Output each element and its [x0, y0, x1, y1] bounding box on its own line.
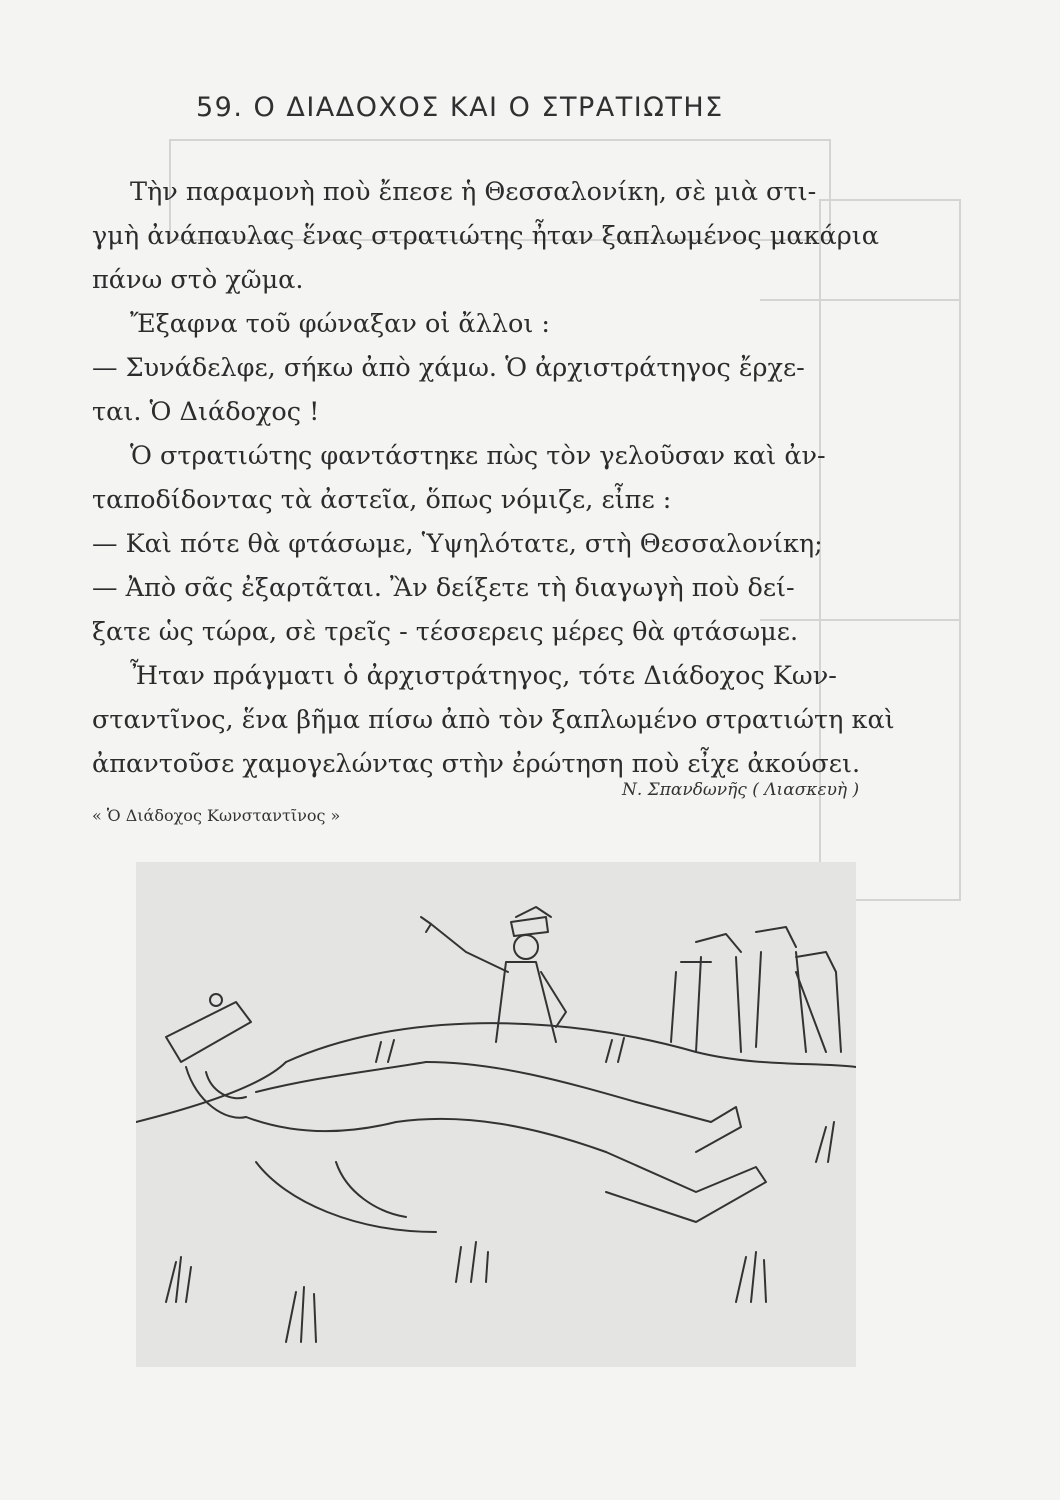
text-line: ξατε ὡς τώρα, σὲ τρεῖς - τέσσερεις μέρες θὰ φτάσωμε. — [92, 617, 799, 647]
author-signature: Ν. Σπανδωνῆς ( Λιασκευὴ ) — [622, 780, 860, 800]
text-line: Ἔξαφνα τοῦ φώναξαν οἱ ἄλλοι : — [130, 309, 551, 339]
text-line: — Ἀπὸ σᾶς ἐξαρτᾶται. Ἂν δείξετε τὴ διαγωγὴ ποὺ δεί- — [92, 573, 795, 603]
text-line: ἀπαντοῦσε χαμογελώντας στὴν ἐρώτηση ποὺ εἶχε ἀκούσει. — [92, 749, 861, 779]
illustration-caption: « Ὁ Διάδοχος Κωνσταντῖνος » — [92, 806, 341, 825]
text-line: Ἦταν πράγματι ὁ ἀρχιστράτηγος, τότε Διάδοχος Κων- — [130, 661, 837, 691]
text-line: ταποδίδοντας τὰ ἀστεῖα, ὅπως νόμιζε, εἶπε : — [92, 485, 672, 515]
soldier-illustration — [136, 862, 856, 1367]
text-line: σταντῖνος, ἕνα βῆμα πίσω ἀπὸ τὸν ξαπλωμένο στρατιώτη καὶ — [92, 705, 895, 735]
text-line: Ὁ στρατιώτης φαντάστηκε πὼς τὸν γελοῦσαν καὶ ἀν- — [130, 441, 826, 471]
text-line: — Καὶ πότε θὰ φτάσωμε, Ὑψηλότατε, στὴ Θεσσαλονίκη; — [92, 529, 823, 559]
text-line: Τὴν παραμονὴ ποὺ ἔπεσε ἡ Θεσσαλονίκη, σὲ μιὰ στι- — [130, 177, 817, 207]
drawing-soldiers-resting — [136, 862, 856, 1367]
story-text — [92, 170, 922, 786]
text-line: πάνω στὸ χῶμα. — [92, 265, 304, 295]
text-line: — Συνάδελφε, σήκω ἀπὸ χάμω. Ὁ ἀρχιστράτηγος ἔρχε- — [92, 353, 805, 383]
text-line: γμὴ ἀνάπαυλας ἕνας στρατιώτης ἦταν ξαπλωμένος μακάρια — [92, 221, 879, 251]
chapter-title: 59. Ο ΔΙΑΔΟΧΟΣ ΚΑΙ Ο ΣΤΡΑΤΙΩΤΗΣ — [196, 92, 724, 123]
text-line: ται. Ὁ Διάδοχος ! — [92, 397, 320, 427]
